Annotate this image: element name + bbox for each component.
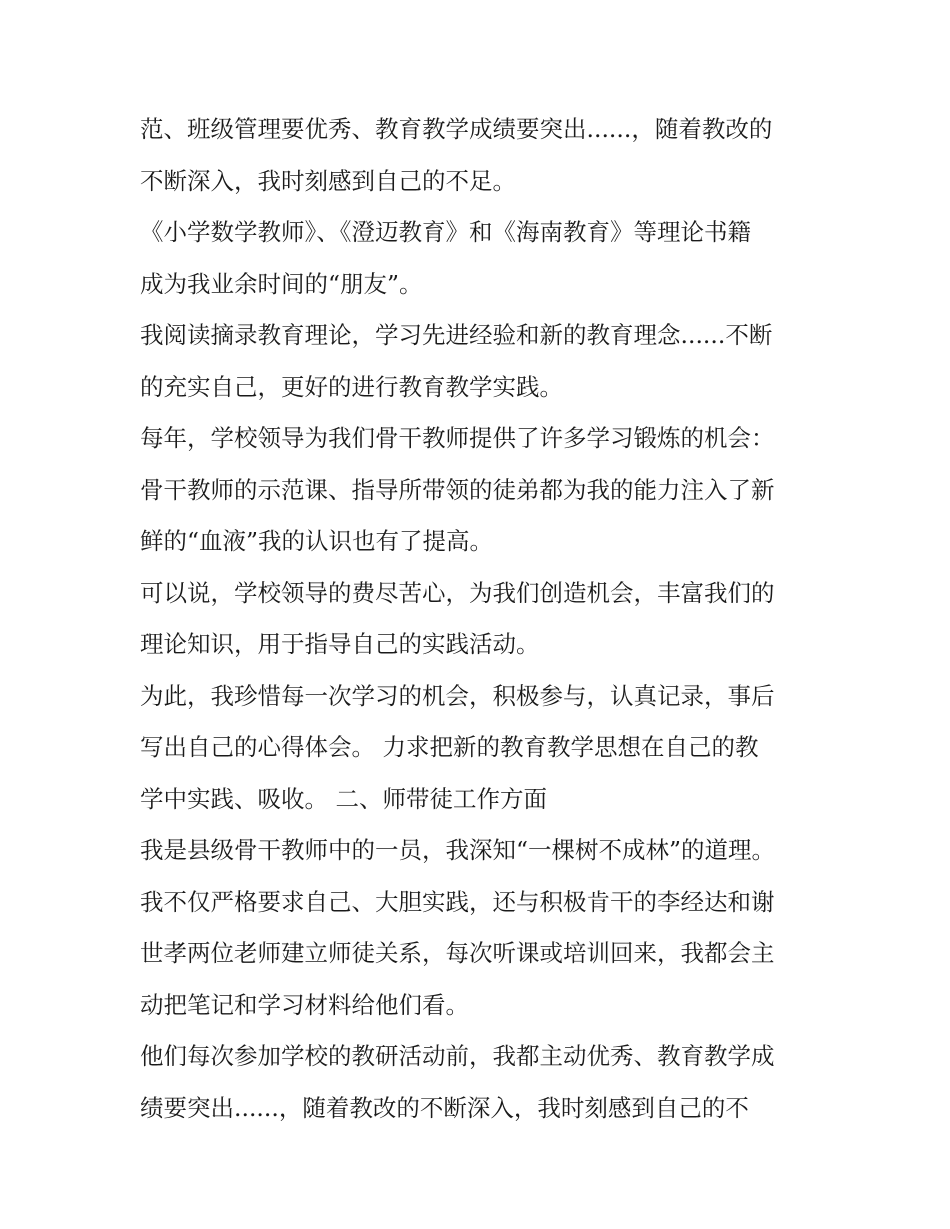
text-line: 不断深入，我时刻感到自己的不足。 (140, 166, 516, 195)
text-line: 为此，我珍惜每一次学习的机会，积极参与，认真记录，事后 (140, 681, 775, 710)
text-line: 世孝两位老师建立师徒关系，每次听课或培训回来，我都会主 (140, 939, 775, 967)
text-line: 学中实践、吸收。 二、师带徒工作方面 (140, 784, 547, 813)
text-line: 成为我业余时间的“朋友”。 (140, 269, 423, 298)
text-line: 范、班级管理要优秀、教育教学成绩要突出......，随着教改的 (140, 115, 773, 143)
text-line: 我阅读摘录教育理论，学习先进经验和新的教育理念......不断 (140, 321, 773, 349)
text-line: 他们每次参加学校的教研活动前，我都主动优秀、教育教学成 (140, 1042, 775, 1070)
text-line: 我不仅严格要求自己、大胆实践，还与积极肯干的李经达和谢 (140, 887, 775, 916)
text-line: 绩要突出......，随着教改的不断深入，我时刻感到自己的不 (140, 1093, 749, 1122)
text-line: 我是县级骨干教师中的一员，我深知“一棵树不成林”的道理。 (140, 836, 776, 864)
text-line: 可以说，学校领导的费尽苦心，为我们创造机会，丰富我们的 (140, 578, 775, 607)
text-line: 理论知识，用于指导自己的实践活动。 (140, 630, 540, 658)
text-line: 鲜的“血液”我的认识也有了提高。 (140, 527, 494, 555)
body-text (140, 104, 820, 1134)
text-line: 《小学数学教师》、《澄迈教育》和《海南教育》等理论书籍 (140, 218, 751, 246)
text-line: 写出自己的心得体会。 力求把新的教育教学思想在自己的教 (140, 733, 759, 761)
text-line: 的充实自己，更好的进行教育教学实践。 (140, 372, 563, 401)
text-line: 骨干教师的示范课、指导所带领的徒弟都为我的能力注入了新 (140, 475, 775, 504)
text-line: 动把笔记和学习材料给他们看。 (140, 990, 469, 1019)
text-line: 每年，学校领导为我们骨干教师提供了许多学习锻炼的机会： (140, 424, 775, 452)
